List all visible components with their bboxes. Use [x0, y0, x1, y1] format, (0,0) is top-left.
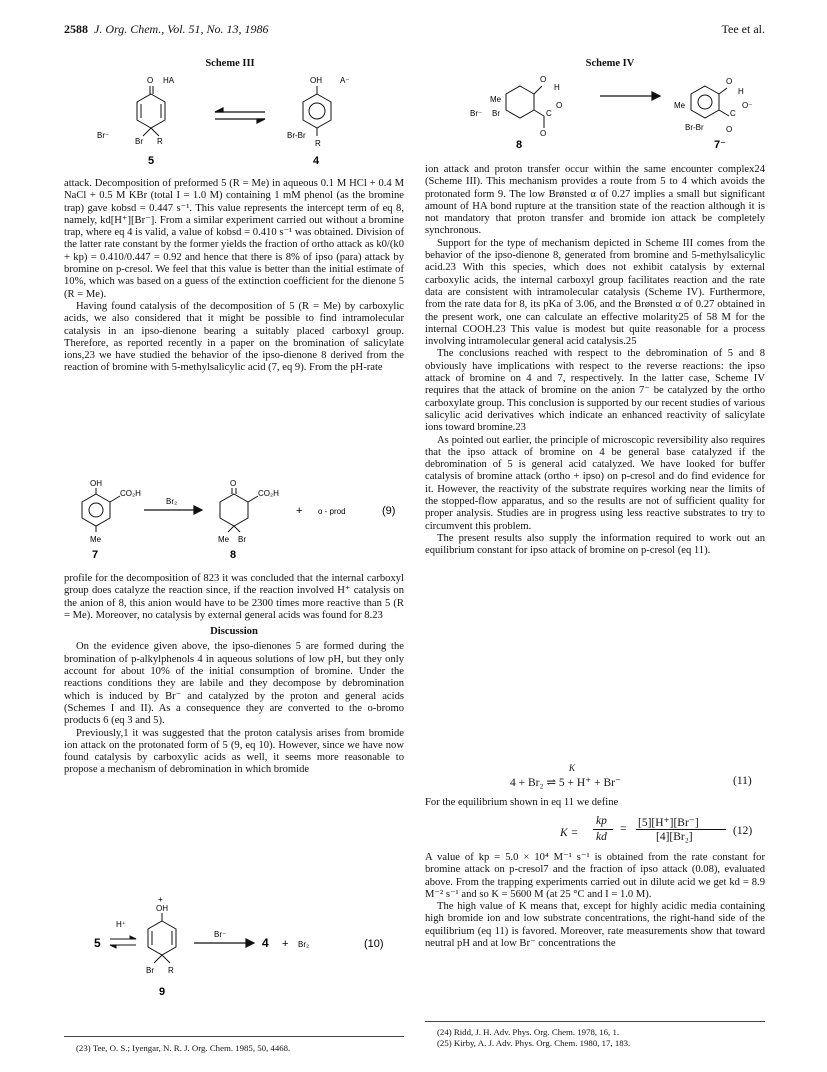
s3-right-brbr: Br-Br	[287, 131, 306, 140]
eq12-frac1-bar	[593, 829, 613, 830]
right-paragraph-2: Support for the type of mechanism depicted in Scheme III comes from the behavior of the ipso-dienone 8, generated from bromine and 5-methylsalicylic acid.23 With this species, which does not exhibit catalysis by external carboxylic acids, the internal carboxyl group facilitates reaction and the rate data are consistent with intramolecular catalysis (Scheme IV). Furthermore, from the rate data for 8, its pKa of 3.06, and the Brønsted α of 0.27 obtained in the present work, one can calculate an effective molarity25 of 58 M for the internal COOH.23 This value is modest but quite reasonable for a process involving intramolecular general acid catalysis.25	[425, 237, 765, 348]
journal-citation: J. Org. Chem., Vol. 51, No. 13, 1986	[94, 22, 269, 36]
eq10-left-5: 5	[94, 936, 101, 950]
right-column-upper	[425, 164, 765, 558]
eq9-co2h-left: CO₂H	[120, 489, 141, 498]
equation-10-figure	[64, 895, 409, 1005]
s4-left-o3: O	[540, 129, 547, 138]
eq12-lhs: K =	[560, 827, 579, 839]
eq10-plus-top: +	[158, 895, 163, 904]
s3-left-r: R	[157, 137, 163, 146]
equilibrium-arrows	[215, 108, 265, 123]
eq9-plus: +	[296, 505, 303, 517]
eq9-co2h-right: CO₂H	[258, 489, 279, 498]
anion-7-structure	[691, 86, 729, 118]
eq10-arrow-br: Br⁻	[214, 930, 227, 939]
s3-right-aminus: A⁻	[340, 76, 350, 85]
eq12-frac2-den: [4][Br₂]	[656, 831, 693, 843]
s4-right-brbr: Br-Br	[685, 123, 704, 132]
s4-left-br: Br	[492, 109, 500, 118]
s4-right-c: C	[730, 109, 736, 118]
eq12-number: (12)	[733, 825, 753, 837]
s4-right-me: Me	[674, 101, 686, 110]
eq9-compound-7: 7	[92, 549, 99, 561]
eq11-text: 4 + Br₂ ⇌ 5 + H⁺ + Br⁻	[510, 777, 622, 789]
dienone-8-structure	[506, 86, 544, 128]
eq12-equals: =	[620, 823, 627, 835]
eq12-frac2-num: [5][H⁺][Br⁻]	[638, 817, 699, 829]
s4-left-c: C	[546, 109, 552, 118]
eq9-oh: OH	[90, 479, 102, 488]
s4-left-h: H	[554, 83, 560, 92]
s4-right-o2: O	[726, 125, 733, 134]
eq9-br: Br	[238, 535, 246, 544]
equation-11	[510, 775, 621, 789]
right-paragraph-1: ion attack and proton transfer occur within the same encounter complex24 (Scheme III). This mechanism provides a route from 5 to 4 which avoids the protonated form 9. The low Brønsted α of 0.27 implies a small but significant amount of HA bond rupture at the transition state of the reaction although it is not mandatory that proton transfer and bromide ion attack be completely synchronous.	[425, 164, 765, 237]
left-paragraph-3: profile for the decomposition of 823 it was concluded that the internal carboxyl group does catalyze the reaction since, if the reaction involved H⁺ catalysis on the anion of 8, this anion would have to be 2300 times more reactive than 5 (R = Me). Moreover, no catalysis by external general acids was found for 8.23	[64, 573, 404, 621]
footnote-23: (23) Tee, O. S.; Iyengar, N. R. J. Org. Chem. 1985, 50, 4468.	[76, 1043, 291, 1053]
scheme-iv-title: Scheme IV	[585, 58, 635, 69]
left-paragraph-4: On the evidence given above, the ipso-dienones 5 are formed during the bromination of p-alkylphenols 4 in aqueous solutions of low pH, but they only account for about 10% of the initial consumption of bromine. Under the reactions conditions they are labile and they decompose by debromination which is induced by Br⁻ and catalyzed by the proton and general acids (Schemes I and II). As a consequence they are converted to the o-bromo products 6 (eq 3 and 5).	[64, 641, 404, 727]
eq10-br2: Br₂	[298, 940, 310, 949]
s4-right-ominus: O⁻	[742, 101, 753, 110]
right-paragraph-5: The present results also supply the information required to work out an equilibrium constant for ipso attack of bromine on p-cresol (eq 11).	[425, 532, 765, 557]
eq11-number: (11)	[733, 775, 752, 787]
eq10-br: Br	[146, 966, 154, 975]
page-number: 2588	[64, 22, 88, 36]
s3-compound-5: 5	[148, 155, 155, 167]
s4-left-o2: O	[556, 101, 563, 110]
eq12-frac1-den: kd	[596, 831, 607, 843]
left-paragraph-1: attack. Decomposition of preformed 5 (R = Me) in aqueous 0.1 M HCl + 0.4 M NaCl + 0.5 M KBr (total I = 1.0 M) containing 1 mM phenol (as the bromine trap) gave kobsd = 0.447 s⁻¹. This value represents the intercept term of eq 8, namely, kd[H⁺][Br⁻]. From a similar experiment carried out without a bromine trap, where eq 4 is valid, a value of kobsd = 0.410 s⁻¹ was obtained. Division of the latter rate constant by the former yields the fraction of ortho attack as k0/(k0 + kp) = 0.410/0.447 = 0.92 and hence that there is 8% of ipso (para) attack by bromine on p-cresol. We feel that this value is better than the initial estimate of 10%, which was based on a guess of the extinction coefficient for the dienone 5 (R = Me).	[64, 178, 404, 300]
phenol-4-structure	[303, 86, 331, 136]
scheme-iii-figure	[95, 72, 415, 182]
dienone-5-structure	[137, 86, 165, 136]
footnote-rule-left	[64, 1036, 404, 1037]
eq10-compound-9: 9	[159, 986, 166, 998]
eq10-number: (10)	[364, 938, 384, 950]
s4-compound-8: 8	[516, 139, 523, 151]
page-header-left	[64, 22, 269, 37]
s3-left-br: Br	[135, 137, 143, 146]
eq9-o: O	[230, 479, 237, 488]
eq9-o-prod: o - prod	[318, 507, 346, 516]
left-paragraph-2: Having found catalysis of the decomposition of 5 (R = Me) by carboxylic acids, we also considered that it might be possible to find intramolecular catalysis in an ipso-dienone bearing a suitably placed carboxyl group. Therefore, as reported recently in a paper on the bromination of salicylate ions,23 we have studied the behavior of the ipso-dienone 8 derived from the reaction of bromine with 5-methylsalicylic acid (7, eq 9). From the pH-rate	[64, 300, 404, 374]
eq10-plus: +	[282, 938, 289, 950]
left-column-lower	[64, 573, 404, 777]
reaction-arrow	[600, 92, 660, 100]
s3-right-oh: OH	[310, 76, 322, 85]
s3-left-o: O	[147, 76, 154, 85]
right-column-mid	[425, 797, 765, 809]
s3-compound-4: 4	[313, 155, 320, 167]
equation-9-figure	[64, 480, 409, 562]
right-paragraph-7: A value of kp = 5.0 × 10⁴ M⁻¹ s⁻¹ is obtained from the rate constant for bromine attack on p-cresol7 and the fraction of ipso attack (0.08), evaluated above. From the trapping experiments carried out in dilute acid we get kd = 8.9 M⁻² s⁻¹ and so K = 5600 M (at 25 °C and I = 1.0 M).	[425, 852, 765, 900]
eq10-h-plus: H⁺	[116, 920, 126, 929]
eq10-product-4: 4	[262, 936, 269, 950]
s4-right-o: O	[726, 77, 733, 86]
eq9-me-right: Me	[218, 535, 230, 544]
footnote-rule-right	[425, 1021, 765, 1022]
right-column-lower	[425, 852, 765, 950]
eq10-oh: OH	[156, 904, 168, 913]
s4-compound-7minus: 7⁻	[714, 139, 726, 151]
s4-left-o: O	[540, 75, 547, 84]
s3-left-brminus: Br⁻	[97, 131, 110, 140]
footnote-24: (24) Ridd, J. H. Adv. Phys. Org. Chem. 1978, 16, 1.	[437, 1027, 620, 1037]
discussion-heading: Discussion	[210, 626, 258, 638]
s3-left-ha: HA	[163, 76, 175, 85]
eq9-number: (9)	[382, 505, 396, 517]
left-paragraph-5: Previously,1 it was suggested that the proton catalysis arises from bromide ion attack on the protonated form of 5 (9, eq 10). However, since we have now found catalysis by carboxylic acids as well, it seems more reasonable to propose a mechanism of debromination in which bromide	[64, 727, 404, 776]
s3-right-r: R	[315, 139, 321, 148]
eq9-me-left: Me	[90, 535, 102, 544]
eq11-over-arrow: K	[569, 763, 576, 773]
eq9-arrow-br2: Br₂	[166, 497, 178, 506]
right-paragraph-4: As pointed out earlier, the principle of microscopic reversibility also requires that the ipso attack of bromine on 4 be general base catalyzed if the debromination of 5 is general acid catalyzed. We have looked for buffer catalysis of bromine attack (ortho + ipso) on p-cresol and do find evidence for it. However, the reactivity of the substrate requires working near the limits of the stopped-flow apparatus, and so the results are not of sufficient quality for proper analysis. Studies are in progress using less reactive substrates to try to circumvent this problem.	[425, 434, 765, 532]
running-authors: Tee et al.	[721, 22, 765, 36]
footnote-25: (25) Kirby, A. J. Adv. Phys. Org. Chem. 1980, 17, 183.	[437, 1038, 631, 1048]
right-paragraph-3: The conclusions reached with respect to the debromination of 5 and 8 obviously have implications with respect to the reverse reactions: the ipso attack of bromine on 4 and 7, respectively. In the latter case, Scheme IV requires that the attack of bromine on the anion 7⁻ be catalyzed by the ortho carboxylate group. This conclusion is supported by our recent studies of various salicylic acid derivatives which indicate an enhanced reactivity of salicylate ions toward bromine.23	[425, 348, 765, 434]
right-paragraph-8: The high value of K means that, except for highly acidic media containing high bromide ion and low substrate concentrations, the right-hand side of the equilibrium (eq 11) is favored. Moreover, rate measurements show that toward neutral pH and at low Br⁻ concentrations the	[425, 901, 765, 950]
eq12-frac1-num: kp	[596, 815, 607, 827]
s4-left-brminus: Br⁻	[470, 109, 483, 118]
left-column-upper	[64, 178, 404, 375]
scheme-iii-title: Scheme III	[205, 58, 255, 69]
eq12-frac2-bar	[636, 829, 726, 830]
eq10-r: R	[168, 966, 174, 975]
eq9-compound-8: 8	[230, 549, 237, 561]
right-paragraph-6: For the equilibrium shown in eq 11 we define	[425, 797, 619, 808]
s4-right-h: H	[738, 87, 744, 96]
s4-left-me: Me	[490, 95, 502, 104]
